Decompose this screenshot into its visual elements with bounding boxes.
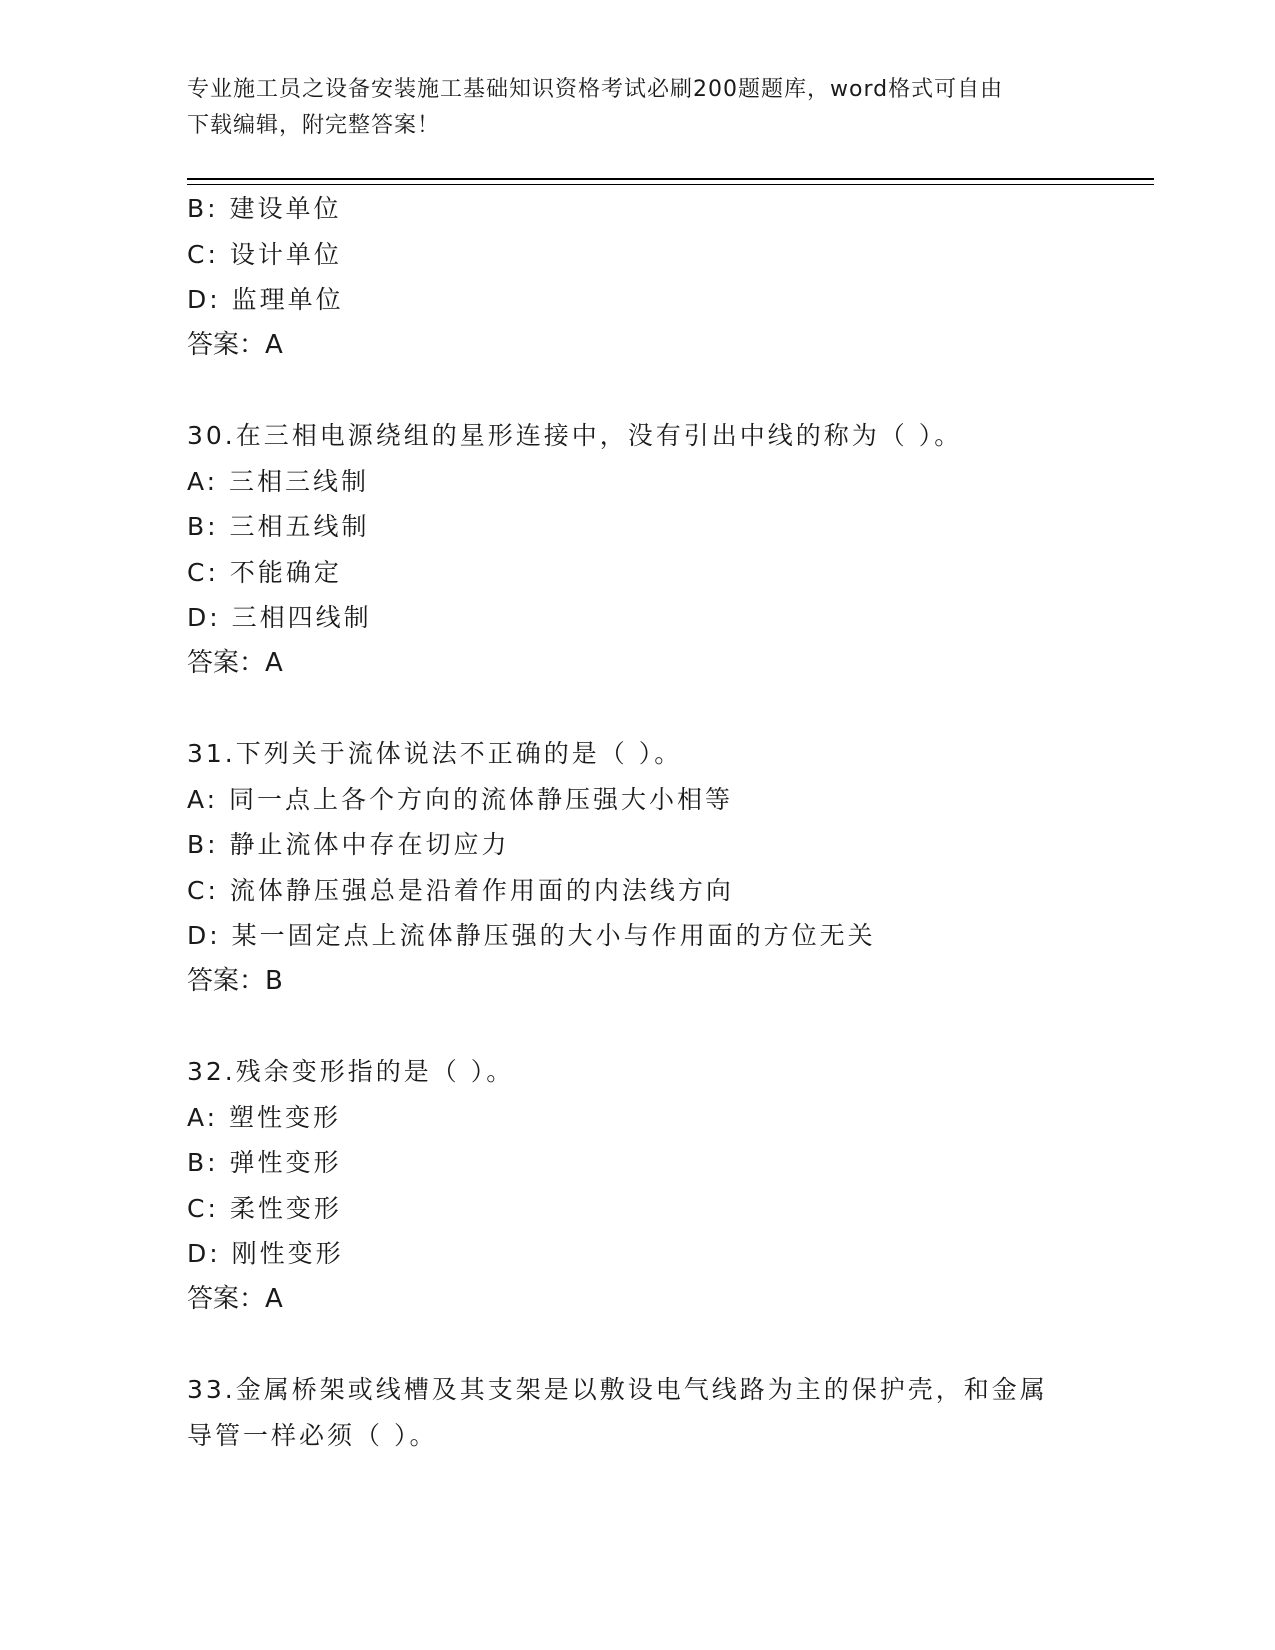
option-c: C: 设计单位 xyxy=(187,239,342,269)
question-stem: 30.在三相电源绕组的星形连接中，没有引出中线的称为（ ）。 xyxy=(187,421,963,450)
question-stem: 32.残余变形指的是（ ）。 xyxy=(187,1057,515,1086)
option-c: C: 不能确定 xyxy=(187,557,342,587)
option-a: A: 塑性变形 xyxy=(187,1102,342,1132)
question-30 xyxy=(187,413,1087,686)
option-b: B: 三相五线制 xyxy=(187,512,370,541)
answer: 答案：A xyxy=(187,1283,283,1314)
option-b: B: 静止流体中存在切应力 xyxy=(187,830,510,859)
option-d: D: 某一固定点上流体静压强的大小与作用面的方位无关 xyxy=(187,921,876,950)
header-rule-thick xyxy=(187,178,1154,180)
question-31 xyxy=(187,731,1087,1004)
question-33 xyxy=(187,1367,1087,1458)
option-d: D: 监理单位 xyxy=(187,285,344,314)
option-a: A: 同一点上各个方向的流体静压强大小相等 xyxy=(187,784,734,814)
option-c: C: 柔性变形 xyxy=(187,1193,342,1223)
option-b: B: 建设单位 xyxy=(187,194,342,223)
option-d: D: 刚性变形 xyxy=(187,1239,344,1268)
answer: 答案：B xyxy=(187,965,283,996)
option-a: A: 三相三线制 xyxy=(187,466,370,496)
header-line-1: 专业施工员之设备安装施工基础知识资格考试必刷200题题库，word格式可自由 xyxy=(187,77,1004,102)
option-d: D: 三相四线制 xyxy=(187,603,372,632)
question-32 xyxy=(187,1049,1087,1322)
question-stem-line-2: 导管一样必须（ ）。 xyxy=(187,1420,438,1450)
header-rule-thin xyxy=(187,184,1154,185)
question-stem-line-1: 33.金属桥架或线槽及其支架是以敷设电气线路为主的保护壳，和金属 xyxy=(187,1375,1048,1404)
question-stem: 31.下列关于流体说法不正确的是（ ）。 xyxy=(187,739,683,768)
option-b: B: 弹性变形 xyxy=(187,1148,342,1177)
header-line-2: 下载编辑，附完整答案！ xyxy=(187,113,441,138)
option-c: C: 流体静压强总是沿着作用面的内法线方向 xyxy=(187,875,734,905)
question-content xyxy=(187,186,1087,1458)
answer: 答案：A xyxy=(187,647,283,678)
document-header xyxy=(187,72,1067,144)
question-29 xyxy=(187,186,1087,368)
answer: 答案：A xyxy=(187,329,283,360)
